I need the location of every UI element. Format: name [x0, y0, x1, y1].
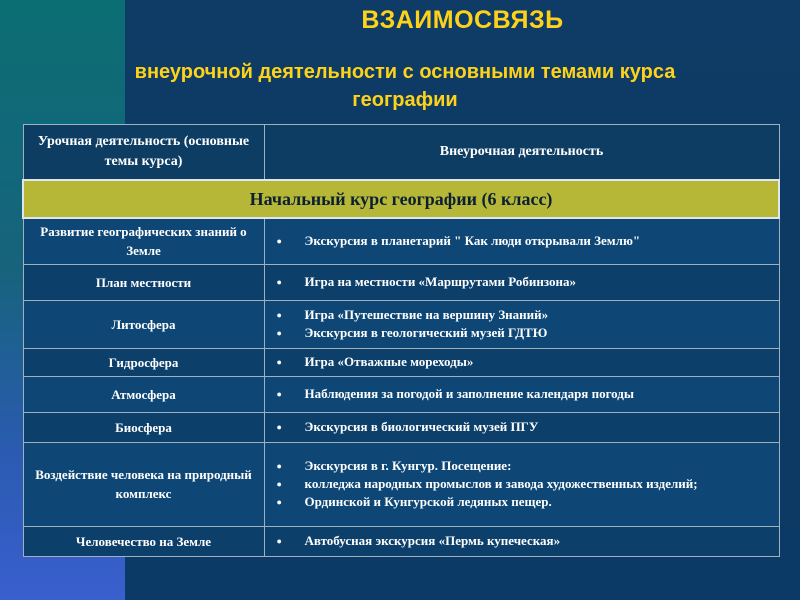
- slide-subtitle: внеурочной деятельности с основными темами курса географии: [134, 61, 676, 111]
- section-title: Начальный курс географии (6 класс): [23, 180, 779, 218]
- activity-item: ● Экскурсия в биологический музей ПГУ: [277, 418, 773, 436]
- header-extracurricular: Внеурочная деятельность: [264, 125, 779, 181]
- activities-cell: [264, 264, 779, 300]
- topic-cell: Гидросфера: [23, 348, 264, 376]
- topic-cell: Развитие географических знаний о Земле: [23, 218, 264, 264]
- table-row: [23, 300, 779, 348]
- activities-cell: [264, 376, 779, 412]
- activity-item: ● Наблюдения за погодой и заполнение календаря погоды: [277, 385, 773, 403]
- activity-item: ● колледжа народных промыслов и завода художественных изделий;: [277, 475, 773, 493]
- table-row: [23, 526, 779, 556]
- activities-list: [271, 418, 773, 436]
- topic-cell: Человечество на Земле: [23, 526, 264, 556]
- activities-list: [271, 273, 773, 291]
- activity-item: ● Игра на местности «Маршрутами Робинзона»: [277, 273, 773, 291]
- header-lesson-activity: Урочная деятельность (основные темы курса): [23, 125, 264, 181]
- activities-list: [271, 306, 773, 342]
- topic-cell: Биосфера: [23, 412, 264, 442]
- table-header-row: [23, 125, 779, 181]
- table-row: [23, 264, 779, 300]
- table-row: [23, 442, 779, 526]
- activities-cell: [264, 412, 779, 442]
- topic-cell: Литосфера: [23, 300, 264, 348]
- activity-item: ● Экскурсия в геологический музей ГДТЮ: [277, 324, 773, 342]
- activity-item: ● Игра «Отважные мореходы»: [277, 353, 773, 371]
- activities-cell: [264, 218, 779, 264]
- activities-list: [271, 232, 773, 250]
- activities-list: [271, 385, 773, 403]
- topic-cell: Воздействие человека на природный комплекс: [23, 442, 264, 526]
- activities-cell: [264, 300, 779, 348]
- activities-list: [271, 353, 773, 371]
- activity-item: ● Экскурсия в г. Кунгур. Посещение:: [277, 457, 773, 475]
- activities-cell: [264, 348, 779, 376]
- activity-item: ● Экскурсия в планетарий " Как люди открывали Землю": [277, 232, 773, 250]
- activity-item: ● Ординской и Кунгурской ледяных пещер.: [277, 493, 773, 511]
- table-row: [23, 376, 779, 412]
- activities-list: [271, 457, 773, 511]
- activity-item: ● Автобусная экскурсия «Пермь купеческая»: [277, 532, 773, 550]
- activities-cell: [264, 442, 779, 526]
- topic-cell: Атмосфера: [23, 376, 264, 412]
- topic-cell: План местности: [23, 264, 264, 300]
- activity-item: ● Игра «Путешествие на вершину Знаний»: [277, 306, 773, 324]
- relationship-table: [22, 124, 780, 557]
- table-row: [23, 218, 779, 264]
- table-row: [23, 412, 779, 442]
- activities-cell: [264, 526, 779, 556]
- slide-title: ВЗАИМОСВЯЗЬ: [361, 6, 564, 34]
- section-row: [23, 180, 779, 218]
- activities-list: [271, 532, 773, 550]
- table-row: [23, 348, 779, 376]
